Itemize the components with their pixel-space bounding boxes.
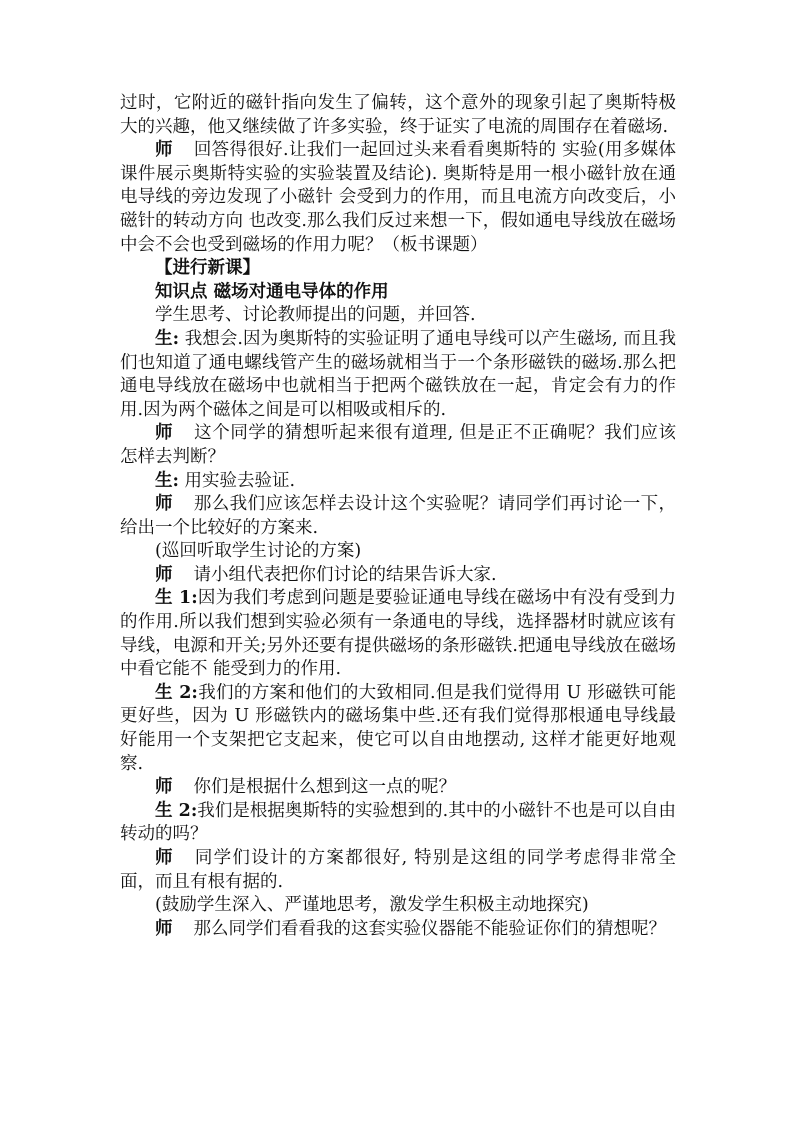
paragraph-student-1: 生: 我想会.因为奥斯特的实验证明了通电导线可以产生磁场, 而且我们也知道了通电螺线管产生的磁场就相当于一个条形磁铁的磁场.那么把通电导线放在磁场中也就相当于把两个磁铁放在一起，肯定会有力的作用.因为两个磁体之间是可以相吸或相斥的. [120,328,676,420]
paragraph-teacher-2: 师 这个同学的猜想听起来很有道理, 但是正不正确呢？我们应该怎样去判断？ [120,423,677,467]
speaker-label: 师 [155,564,173,585]
speaker-label: 师 [155,140,173,161]
paragraph-teacher-6: 师 同学们设计的方案都很好, 特别是这组的同学考虑得非常全面，而且有根有据的. [120,848,677,892]
speaker-label: 师 [155,918,173,939]
paragraph-student-group-1: 生 1:因为我们考虑到问题是要验证通电导线在磁场中有没有受到力的作用.所以我们想到实验必须有一条通电的导线，选择器材时就应该有导线，电源和开关;另外还要有提供磁场的条形磁铁.把通电导线放在磁场中看它能不 能受到力的作用. [120,588,677,680]
speaker-label: 师 [155,777,173,798]
paragraph-student-group-2: 生 2:我们的方案和他们的大致相同.但是我们觉得用 U 形磁铁可能更好些，因为 U 形磁铁内的磁场集中些.还有我们觉得那根通电导线最好能用一个支架把它支起来，使它可以自由地摆动, 这样才能更好地观察. [120,682,676,774]
paragraph-teacher-7: 师 那么同学们看看我的这套实验仪器能不能验证你们的猜想呢？ [155,918,666,939]
paragraph-teacher-3: 师 那么我们应该怎样去设计这个实验呢？请同学们再讨论一下，给出一个比较好的方案来. [120,494,677,538]
paragraph-teacher-5: 师 你们是根据什么想到这一点的呢？ [155,777,456,798]
speaker-label: 生 1: [155,588,198,609]
speaker-label: 师 [155,423,174,444]
speaker-label: 师 [155,494,173,515]
knowledge-point-heading: 知识点 磁场对通电导体的作用 [155,281,389,302]
speaker-label: 师 [155,848,174,868]
paragraph-student-group-2-reply: 生 2:我们是根据奥斯特的实验想到的.其中的小磁针不也是可以自由转动的吗？ [120,800,676,845]
paragraph-stage-note-2: (鼓励学生深入、严谨地思考，激发学生积极主动地探究) [155,895,589,916]
paragraph-oersted-intro: 过时，它附近的磁针指向发生了偏转，这个意外的现象引起了奥斯特极大的兴趣，他又继续做了许多实验，终于证实了电流的周围存在着磁场. [120,93,676,137]
speaker-label: 生 2: [155,800,198,821]
section-heading: 【进行新课】 [155,258,260,279]
paragraph-teacher-1: 师 回答得很好.让我们一起回过头来看看奥斯特的 实验(用多媒体课件展示奥斯特实验的实验装置及结论). 奥斯特是用一根小磁针放在通电导线的旁边发现了小磁针 会受到力的作用，而且电流方向改变后，小磁针的转动方向 也改变.那么我们反过来想一下，假如通电导线放在磁场中会不会也受到磁场的作用力呢？（板书课题） [120,140,677,255]
speaker-label: 生 2: [155,682,198,703]
paragraph-students-discuss: 学生思考、讨论教师提出的问题，并回答. [155,305,476,326]
paragraph-teacher-4: 师 请小组代表把你们讨论的结果告诉大家. [155,564,497,585]
speaker-label: 生: [155,328,180,349]
document-page [120,92,676,941]
speaker-label: 生: [155,470,179,491]
paragraph-stage-note-1: (巡回听取学生讨论的方案) [155,541,362,562]
paragraph-student-2: 生: 用实验去验证. [155,470,296,491]
